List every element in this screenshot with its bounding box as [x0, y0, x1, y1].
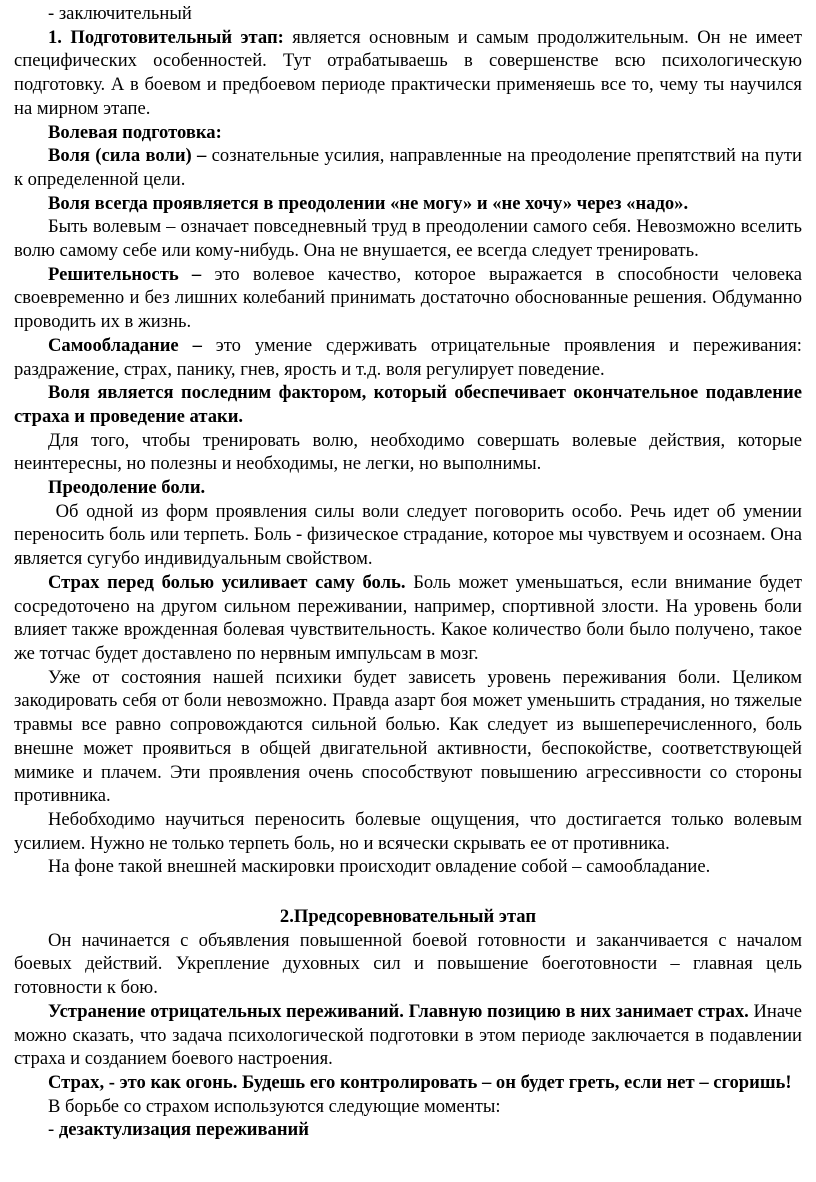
paragraph-self-control: [14, 334, 802, 381]
paragraph-section-2-start: [14, 929, 802, 1000]
self-control-term: Самообладание –: [48, 334, 202, 356]
paragraph-training-will: [14, 429, 802, 476]
about-pain-text: Об одной из форм проявления силы воли следует поговорить особо. Речь идет об умении переносить боль или терпеть. Боль - физическое страдание, которое мы чувствуем и осознаем. Она является сугубо индивидуальным свойством.: [14, 500, 807, 570]
paragraph-decisiveness: [14, 263, 802, 334]
paragraph-will-last-factor: [14, 381, 802, 428]
necessary-to-learn-text: Небобходимо научиться переносить болевые ощущения, что достигается только волевым усилием. Нужно не только терпеть боль, но и всячески скрывать ее от противника.: [14, 808, 802, 854]
paragraph-fighting-fear: [14, 1095, 802, 1119]
volitional-training-title: Волевая подготовка:: [48, 121, 222, 143]
training-will-text: Для того, чтобы тренировать волю, необходимо совершать волевые действия, которые неинтересны, но полезны и необходимы, не легки, но выполнимы.: [14, 429, 802, 475]
paragraph-psyche-state: [14, 666, 802, 808]
paragraph-will-definition: [14, 144, 802, 191]
paragraph-masking: [14, 855, 802, 879]
preparatory-stage-text: является основным и самым продолжительным. Он не имеет специфических особенностей. Тут отрабатываешь в совершенстве всю психологическую подготовку. А в боевом и предбоевом периоде практически применяешь все то, чему ты научился на мирном этапе.: [14, 26, 803, 119]
will-always-statement: Воля всегда проявляется в преодолении «не могу» и «не хочу» через «надо».: [48, 192, 689, 214]
being-strong-willed-text: Быть волевым – означает повседневный труд в преодолении самого себя. Невозможно вселить волю самому себе или кому-нибудь. Она не внушается, ее всегда следует тренировать.: [14, 216, 802, 262]
list-dash: -: [48, 1119, 59, 1141]
paragraph-necessary-to-learn: [14, 808, 802, 855]
overcoming-pain-title: Преодоление боли.: [48, 477, 206, 499]
eliminating-negative-text: Иначе можно сказать, что задача психологической подготовки в этом периоде заключается в подавлении страха и созданием боевого настроения.: [14, 1000, 802, 1070]
section-spacer: [14, 879, 802, 905]
paragraph-will-always: [14, 192, 802, 216]
section-2-title: 2.Предсоревновательный этап: [279, 906, 537, 928]
intro-line: [14, 2, 802, 26]
masking-text: На фоне такой внешней маскировки происходит овладение собой – самообладание.: [48, 856, 711, 878]
psyche-state-text: Уже от состояния нашей психики будет зависеть уровень переживания боли. Целиком закодировать себя от боли невозможно. Правда азарт боя может уменьшить страдания, но тяжелые травмы все равно сопровождаются сильной болью. Как следует из вышеперечисленного, боль внешне может проявиться в общей двигательной активности, беспокойстве, соответствующей мимике и плачем. Эти проявления очень способствуют повышению агрессивности со стороны противника.: [14, 666, 802, 807]
heading-volitional-training: [14, 121, 802, 145]
heading-section-2: [14, 905, 802, 929]
fear-of-pain-text: Боль может уменьшаться, если внимание будет сосредоточено на другом сильном переживании, например, спортивной злости. На уровень боли влияет также врожденная болевая чувствительность. Какое количество боли было получено, такое же тотчас будет доставлено по нервным импульсам в мозг.: [14, 571, 803, 664]
paragraph-preparatory-stage: [14, 26, 802, 121]
decisiveness-definition: это волевое качество, которое выражается в способности человека своевременно и без лишних колебаний принимать достаточно обоснованные решения. Обдуманно проводить их в жизнь.: [14, 263, 803, 333]
will-term: Воля (сила воли) –: [48, 145, 207, 167]
decisiveness-term: Решительность –: [48, 263, 202, 285]
paragraph-eliminating-negative: [14, 1000, 802, 1071]
paragraph-about-pain: [14, 500, 807, 571]
will-definition: сознательные усилия, направленные на преодоление препятствий на пути к определенной цели.: [14, 145, 802, 190]
fear-of-pain-statement: Страх перед болью усиливает саму боль.: [48, 571, 406, 593]
intro-text: - заключительный: [48, 3, 192, 24]
fear-fire-statement: Страх, - это как огонь. Будешь его контролировать – он будет греть, если нет – сгоришь!: [48, 1071, 792, 1093]
heading-overcoming-pain: [14, 476, 802, 500]
preparatory-stage-label: 1. Подготовительный этап:: [48, 26, 284, 48]
fighting-fear-text: В борьбе со страхом используются следующие моменты:: [48, 1095, 501, 1117]
eliminating-negative-statement: Устранение отрицательных переживаний. Главную позицию в них занимает страх.: [48, 1000, 749, 1022]
paragraph-fear-of-pain: [14, 571, 802, 666]
self-control-definition: это умение сдерживать отрицательные проявления и переживания: раздражение, страх, панику, гнев, ярость и т.д. воля регулирует поведение.: [14, 334, 802, 380]
section-2-start-text: Он начинается с объявления повышенной боевой готовности и заканчивается с началом боевых действий. Укрепление духовных сил и повышение боеготовности – главная цель готовности к бою.: [14, 929, 802, 999]
will-last-factor-statement: Воля является последним фактором, который обеспечивает окончательное подавление страха и проведение атаки.: [14, 382, 802, 427]
paragraph-fear-fire: [14, 1071, 802, 1095]
list-item-deactualization: [14, 1118, 802, 1142]
paragraph-being-strong-willed: [14, 215, 802, 262]
deactualization-label: дезактулизация переживаний: [58, 1119, 309, 1141]
